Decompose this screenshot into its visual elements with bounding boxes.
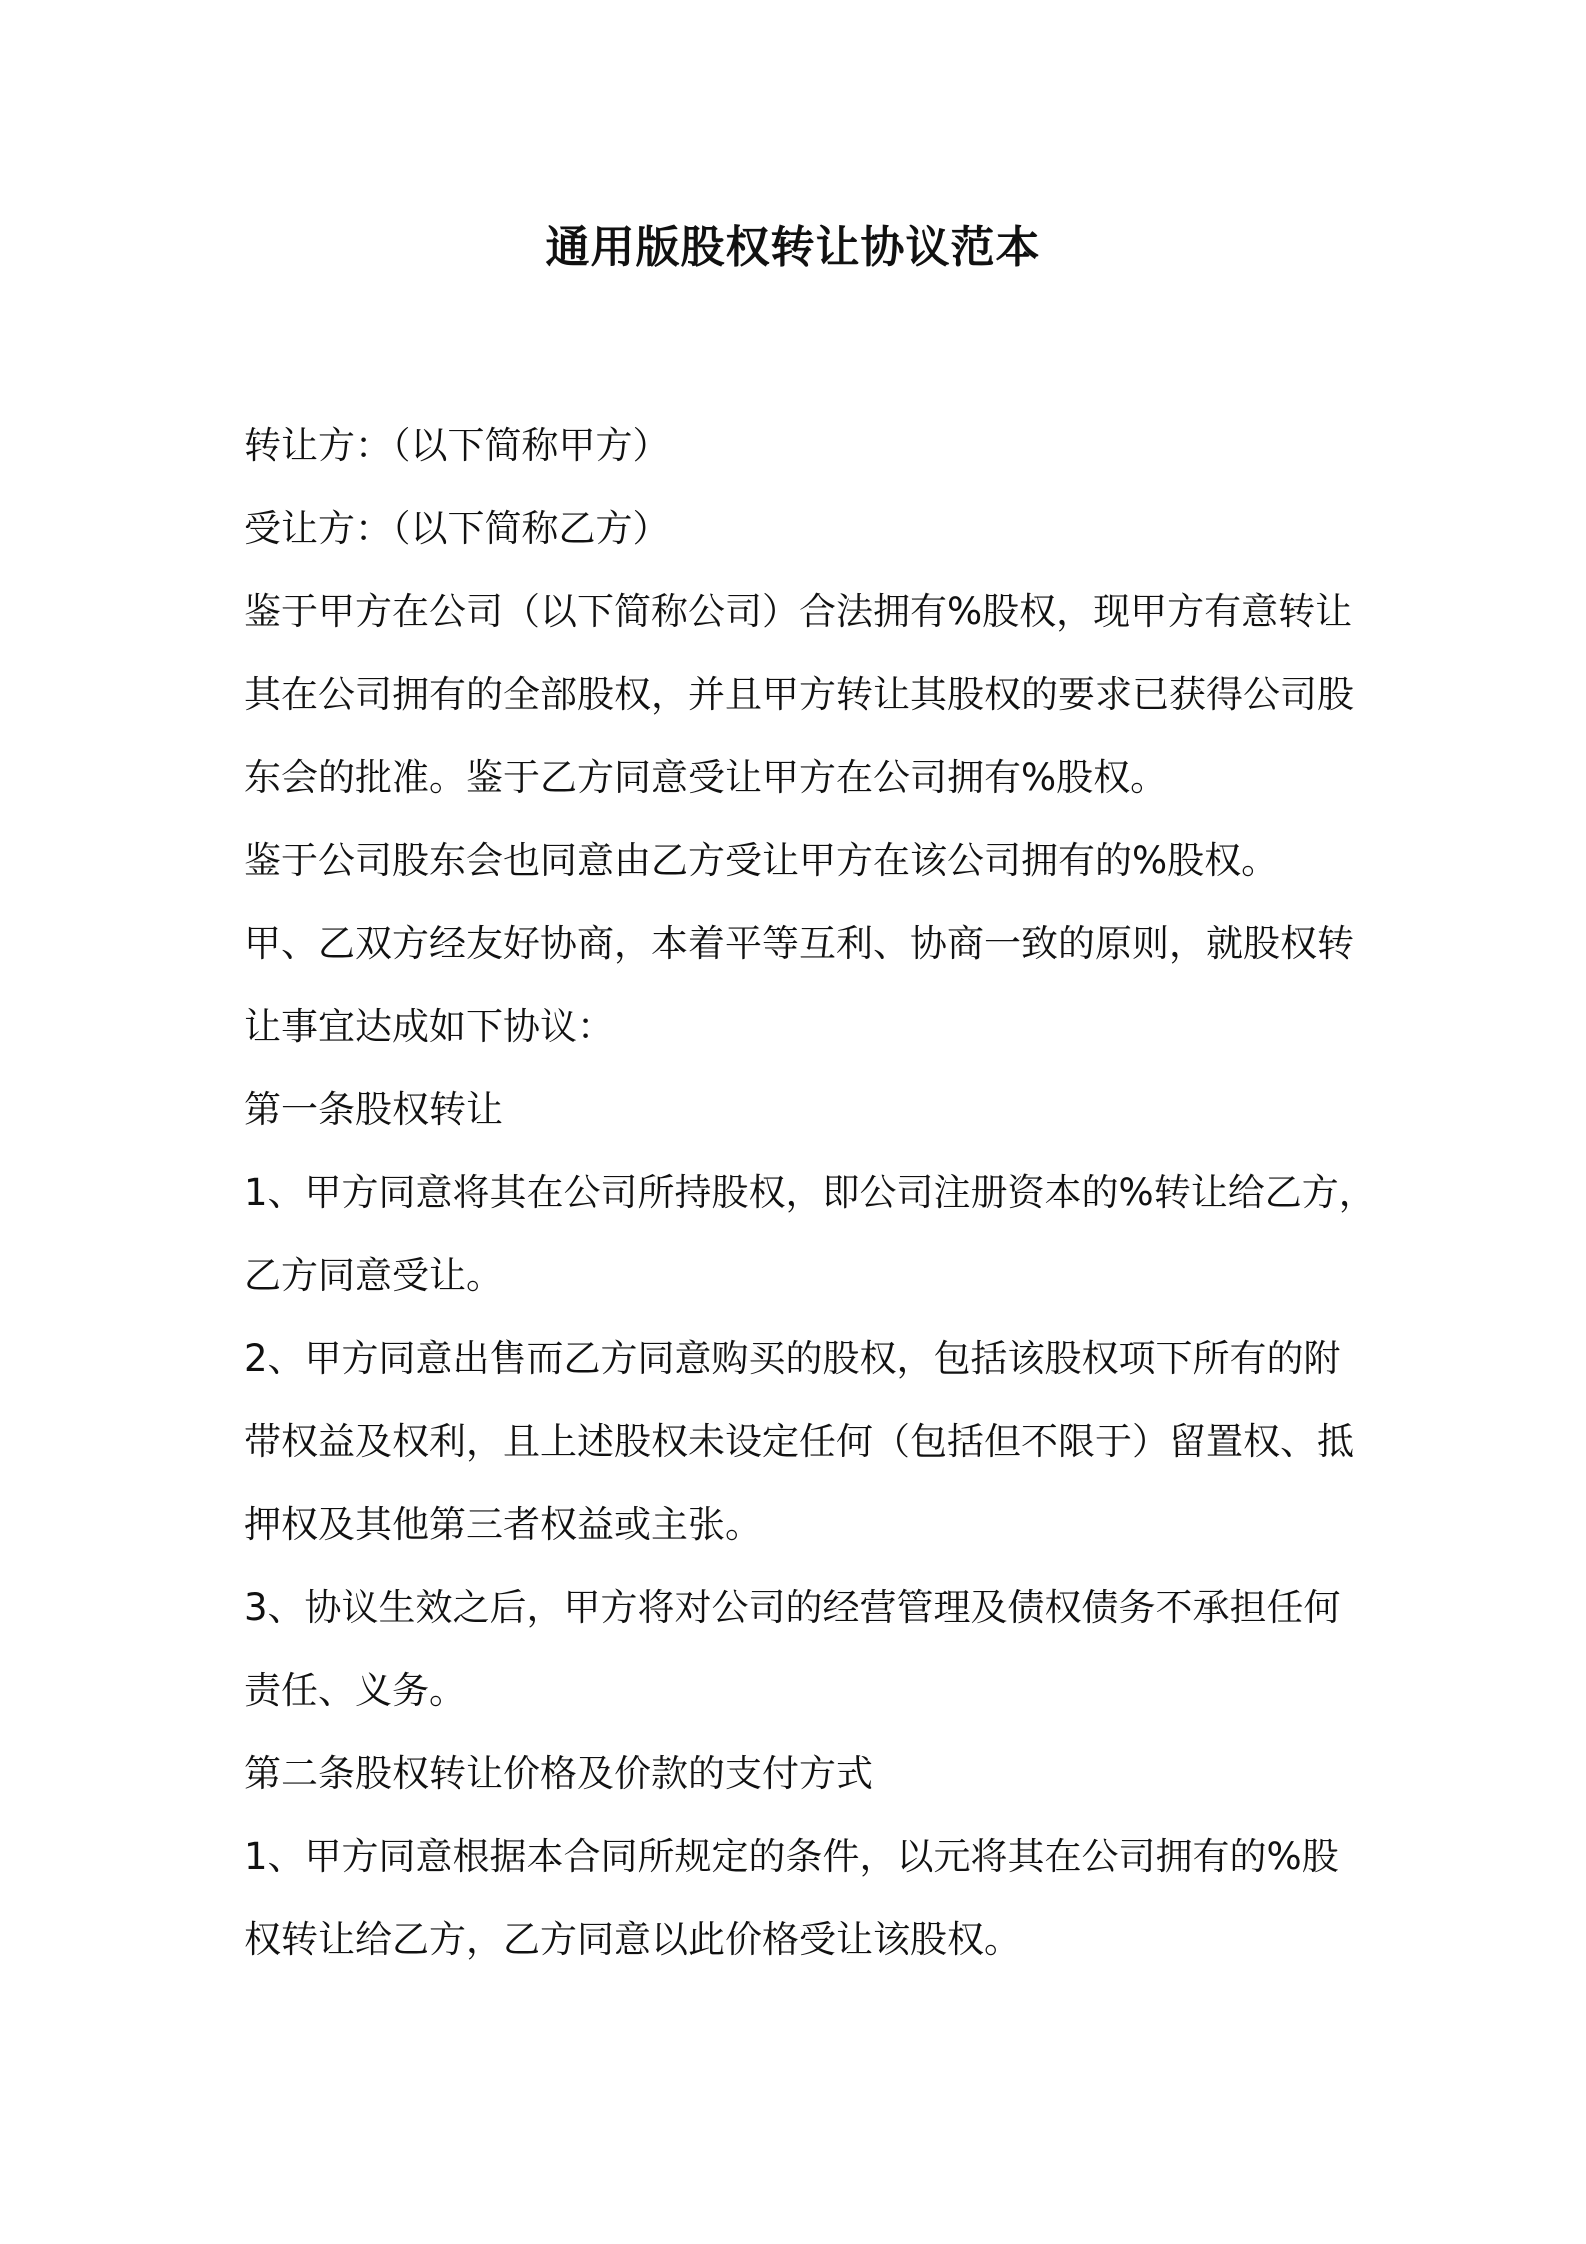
text-line: 鉴于公司股东会也同意由乙方受让甲方在该公司拥有的%股权。 <box>244 839 1279 882</box>
text-line: 其在公司拥有的全部股权，并且甲方转让其股权的要求已获得公司股 <box>244 673 1354 716</box>
text-line: 2、甲方同意出售而乙方同意购买的股权，包括该股权项下所有的附 <box>244 1337 1341 1380</box>
text-line: 责任、义务。 <box>244 1669 466 1712</box>
text-line: 东会的批准。鉴于乙方同意受让甲方在公司拥有%股权。 <box>244 756 1168 799</box>
text-line-transferee: 受让方：（以下简称乙方） <box>244 507 670 550</box>
text-line: 鉴于甲方在公司（以下简称公司）合法拥有%股权，现甲方有意转让 <box>244 590 1353 633</box>
text-line: 让事宜达成如下协议： <box>244 1005 614 1048</box>
article-heading-2: 第二条股权转让价格及价款的支付方式 <box>244 1752 873 1795</box>
text-line: 乙方同意受让。 <box>244 1254 503 1297</box>
text-line: 1、甲方同意将其在公司所持股权，即公司注册资本的%转让给乙方， <box>244 1171 1376 1214</box>
document-title: 通用版股权转让协议范本 <box>545 222 1041 273</box>
text-line: 权转让给乙方，乙方同意以此价格受让该股权。 <box>244 1918 1021 1961</box>
text-line-transferor: 转让方：（以下简称甲方） <box>244 424 670 467</box>
text-line: 甲、乙双方经友好协商，本着平等互利、协商一致的原则，就股权转 <box>244 922 1354 965</box>
text-line: 3、协议生效之后，甲方将对公司的经营管理及债权债务不承担任何 <box>244 1586 1341 1629</box>
text-line: 1、甲方同意根据本合同所规定的条件，以元将其在公司拥有的%股 <box>244 1835 1339 1878</box>
text-line: 带权益及权利，且上述股权未设定任何（包括但不限于）留置权、抵 <box>244 1420 1354 1463</box>
text-line: 押权及其他第三者权益或主张。 <box>244 1503 762 1546</box>
document-body <box>244 404 1374 1981</box>
article-heading-1: 第一条股权转让 <box>244 1088 503 1131</box>
